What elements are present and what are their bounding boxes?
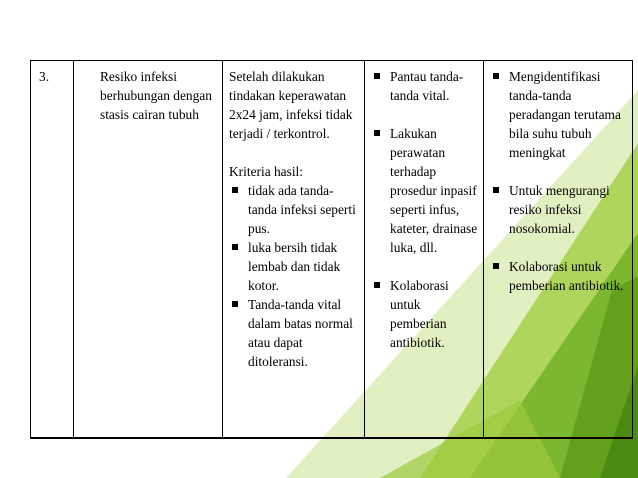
goal-cell — [223, 61, 365, 439]
criteria-title: Kriteria hasil: — [229, 164, 303, 179]
goal-intro: Setelah dilakukan tindakan keperawatan 2x24 jam, infeksi tidak terjadi / terkontrol. — [229, 69, 353, 141]
intervention-cell — [365, 61, 484, 439]
rationale-list — [490, 67, 628, 295]
list-item: Lakukan perawatan terhadap prosedur inpasif seperti infus, kateter, drainase luka, dll. — [371, 124, 479, 257]
table-row — [31, 61, 633, 439]
row-number-cell — [31, 61, 74, 439]
list-item: tidak ada tanda-tanda infeksi seperti pus. — [229, 181, 360, 238]
diagnosis-cell — [74, 61, 223, 439]
row-number: 3. — [39, 69, 50, 84]
intervention-list — [371, 67, 479, 352]
list-item: Tanda-tanda vital dalam batas normal atau dapat ditoleransi. — [229, 295, 360, 371]
diagnosis-text: Resiko infeksi berhubungan dengan stasis cairan tubuh — [100, 69, 212, 122]
rationale-cell — [484, 61, 633, 439]
nursing-care-plan-table — [30, 60, 633, 439]
list-item: Untuk mengurangi resiko infeksi nosokomial. — [490, 181, 628, 238]
list-item: Kolaborasi untuk pemberian antibiotik. — [490, 257, 628, 295]
list-item: Kolaborasi untuk pemberian antibiotik. — [371, 276, 479, 352]
list-item: luka bersih tidak lembab dan tidak kotor. — [229, 238, 360, 295]
criteria-list — [229, 181, 360, 371]
list-item: Mengidentifikasi tanda-tanda peradangan terutama bila suhu tubuh meningkat — [490, 67, 628, 162]
list-item: Pantau tanda-tanda vital. — [371, 67, 479, 105]
